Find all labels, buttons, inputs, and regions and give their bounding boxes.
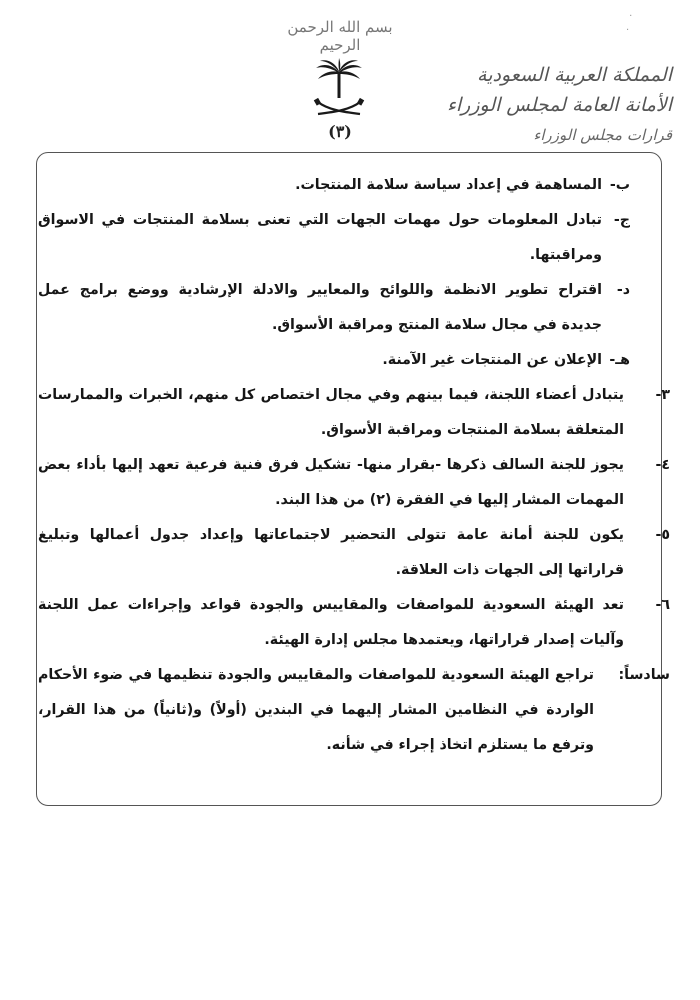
list-item <box>38 343 630 378</box>
item-label: د- <box>616 282 630 298</box>
list-item <box>38 588 670 658</box>
item-label: ٥- <box>655 527 670 543</box>
section-text: تراجع الهيئة السعودية للمواصفات والمقاييس والجودة تنظيمها في ضوء الأحكام الواردة في النظامين المشار إليهما في البندين (أولاً) و(ثانياً) من هذا القرار، وترفع ما يستلزم اتخاذ إجراء في شأنه. <box>38 667 594 753</box>
item-text: تعد الهيئة السعودية للمواصفات والمقاييس والجودة قواعد وإجراءات عمل اللجنة وآليات إصدار قراراتها، ويعتمدها مجلس إدارة الهيئة. <box>38 597 624 648</box>
item-label: ج- <box>613 212 630 228</box>
palm-swords-emblem-icon <box>312 58 366 120</box>
masthead-secretariat: الأمانة العامة لمجلس الوزراء <box>446 94 672 116</box>
section-label: سادساً: <box>618 667 670 683</box>
masthead-kingdom: المملكة العربية السعودية <box>477 64 672 86</box>
document-body <box>38 168 670 763</box>
list-item <box>38 518 670 588</box>
list-item <box>38 378 670 448</box>
page-number: (٣) <box>328 122 352 141</box>
list-item <box>38 448 670 518</box>
list-item <box>38 168 630 203</box>
masthead <box>412 60 672 146</box>
list-item <box>38 273 630 343</box>
item-text: المساهمة في إعداد سياسة سلامة المنتجات. <box>295 177 602 193</box>
list-item <box>38 203 630 273</box>
item-label: ٣- <box>655 387 670 403</box>
basmala: بسم الله الرحمن الرحيم <box>287 18 393 54</box>
item-text: تبادل المعلومات حول مهمات الجهات التي تعنى بسلامة المنتجات في الاسواق ومراقبتها. <box>38 212 602 263</box>
item-label: ب- <box>609 177 630 193</box>
item-text: اقتراح تطوير الانظمة واللوائح والمعايير والادلة الإرشادية ووضع برامج عمل جديدة في مجال سلامة المنتج ومراقبة الأسواق. <box>38 282 602 333</box>
masthead-decisions: قرارات مجلس الوزراء <box>533 126 672 144</box>
section-item <box>38 658 670 763</box>
scan-marks: · · <box>626 11 633 36</box>
item-label: ٤- <box>655 457 670 473</box>
item-text: يكون للجنة أمانة عامة تتولى التحضير لاجتماعاتها وإعداد جدول أعمالها وتبليغ قراراتها إلى الجهات ذات العلاقة. <box>38 527 624 578</box>
item-label: ٦- <box>655 597 670 613</box>
item-label: هـ- <box>609 352 630 368</box>
item-text: يتبادل أعضاء اللجنة، فيما بينهم وفي مجال اختصاص كل منهم، الخبرات والممارسات المتعلقة بسلامة المنتجات ومراقبة الأسواق. <box>38 387 624 438</box>
item-text: يجوز للجنة السالف ذكرها -بقرار منها- تشكيل فرق فنية فرعية تعهد إليها بأداء بعض المهمات المشار إليها في الفقرة (٢) من هذا البند. <box>38 457 624 508</box>
item-text: الإعلان عن المنتجات غير الآمنة. <box>382 352 602 368</box>
